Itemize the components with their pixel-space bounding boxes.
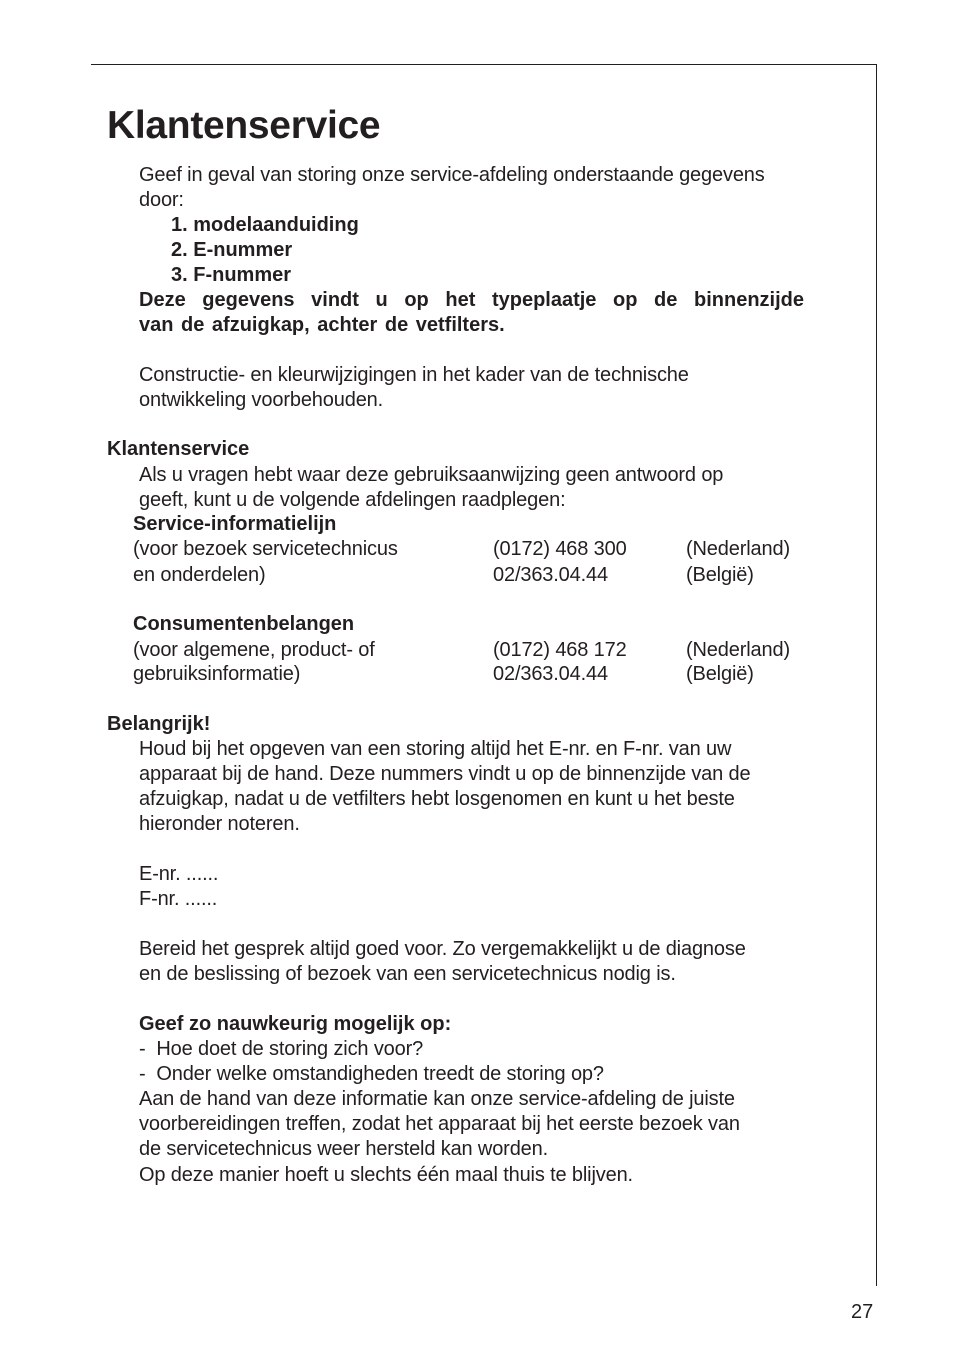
f-number-field: F-nr. ...... [139, 888, 218, 910]
right-rule [876, 64, 877, 1286]
consumer-row-1-phone: (0172) 468 172 [493, 639, 627, 661]
section-heading-belangrijk: Belangrijk! [107, 713, 211, 735]
belangrijk-line-2: apparaat bij de hand. Deze nummers vindt u op de binnenzijde van de [139, 763, 751, 785]
klantenservice-line-1: Als u vragen hebt waar deze gebruiksaanwijzing geen antwoord op [139, 464, 724, 486]
bullet-item-2: - Onder welke omstandigheden treedt de storing op? [139, 1063, 604, 1085]
page-number: 27 [851, 1301, 874, 1323]
disclaimer-line-2: ontwikkeling voorbehouden. [139, 389, 384, 411]
closing-line-2: voorbereidingen treffen, zodat het apparaat bij het eerste bezoek van [139, 1113, 740, 1135]
consumer-row-2-country: (België) [686, 663, 754, 685]
service-row-1-country: (Nederland) [686, 538, 790, 560]
service-heading: Service-informatielijn [133, 513, 337, 535]
consumer-row-1-desc: (voor algemene, product- of [133, 639, 375, 661]
intro-bold-line-2: van de afzuigkap, achter de vetfilters. [139, 314, 505, 336]
service-row-2-country: (België) [686, 564, 754, 586]
consumer-row-2-desc: gebruiksinformatie) [133, 663, 301, 685]
consumer-heading: Consumentenbelangen [133, 613, 355, 635]
intro-item-2: 2. E-nummer [171, 239, 293, 261]
intro-line-1: Geef in geval van storing onze service-afdeling onderstaande gegevens [139, 164, 765, 186]
final-line: Op deze manier hoeft u slechts één maal thuis te blijven. [139, 1164, 633, 1186]
consumer-row-2-phone: 02/363.04.44 [493, 663, 608, 685]
disclaimer-line-1: Constructie- en kleurwijzigingen in het kader van de technische [139, 364, 689, 386]
klantenservice-line-2: geeft, kunt u de volgende afdelingen raadplegen: [139, 489, 566, 511]
consumer-row-1-country: (Nederland) [686, 639, 790, 661]
page-title: Klantenservice [107, 104, 381, 147]
service-row-2-desc: en onderdelen) [133, 564, 266, 586]
section-heading-klantenservice: Klantenservice [107, 438, 250, 460]
precise-heading: Geef zo nauwkeurig mogelijk op: [139, 1013, 452, 1035]
belangrijk-line-4: hieronder noteren. [139, 813, 300, 835]
service-row-2-phone: 02/363.04.44 [493, 564, 608, 586]
intro-line-2: door: [139, 189, 184, 211]
prep-line-1: Bereid het gesprek altijd goed voor. Zo vergemakkelijkt u de diagnose [139, 938, 746, 960]
prep-line-2: en de beslissing of bezoek van een servicetechnicus nodig is. [139, 963, 676, 985]
service-row-1-desc: (voor bezoek servicetechnicus [133, 538, 398, 560]
closing-line-3: de servicetechnicus weer hersteld kan worden. [139, 1138, 549, 1160]
intro-item-1: 1. modelaanduiding [171, 214, 359, 236]
intro-bold-line-1: Deze gegevens vindt u op het typeplaatje op de binnenzijde [139, 289, 804, 311]
belangrijk-line-1: Houd bij het opgeven van een storing altijd het E-nr. en F-nr. van uw [139, 738, 732, 760]
belangrijk-line-3: afzuigkap, nadat u de vetfilters hebt losgenomen en kunt u het beste [139, 788, 735, 810]
top-rule [91, 64, 877, 65]
bullet-item-1: - Hoe doet de storing zich voor? [139, 1038, 424, 1060]
closing-line-1: Aan de hand van deze informatie kan onze service-afdeling de juiste [139, 1088, 735, 1110]
e-number-field: E-nr. ...... [139, 863, 219, 885]
intro-item-3: 3. F-nummer [171, 264, 292, 286]
service-row-1-phone: (0172) 468 300 [493, 538, 627, 560]
